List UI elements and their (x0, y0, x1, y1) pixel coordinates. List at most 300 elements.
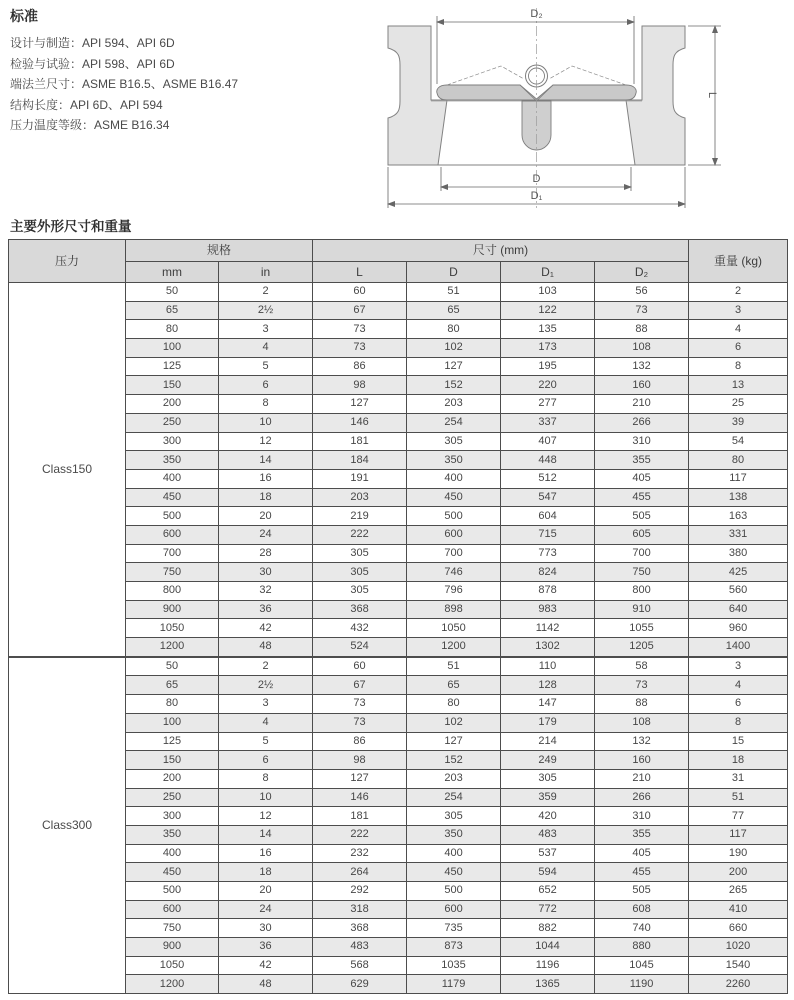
table-cell: 152 (407, 376, 501, 395)
table-row (9, 769, 788, 788)
table-cell: 640 (689, 600, 788, 619)
table-cell: 500 (126, 882, 219, 901)
table-cell: 1190 (595, 975, 689, 994)
table-cell: 18 (219, 863, 313, 882)
table-cell: 8 (689, 713, 788, 732)
table-cell: 56 (595, 283, 689, 302)
table-cell: 20 (219, 882, 313, 901)
table-cell: 191 (313, 469, 407, 488)
table-cell: 1035 (407, 956, 501, 975)
standards-item: 设计与制造：API 594、API 6D (10, 36, 175, 50)
table-cell: 6 (219, 376, 313, 395)
table-row (9, 320, 788, 339)
table-cell: 735 (407, 919, 501, 938)
table-cell: 4 (689, 676, 788, 695)
table-cell: 368 (313, 600, 407, 619)
table-cell: 50 (126, 283, 219, 302)
table-row (9, 713, 788, 732)
table-cell: 48 (219, 975, 313, 994)
table-row (9, 376, 788, 395)
table-cell: 547 (501, 488, 595, 507)
table-cell: 117 (689, 825, 788, 844)
table-cell: 405 (595, 469, 689, 488)
table-cell: 80 (126, 695, 219, 714)
table-cell: 594 (501, 863, 595, 882)
table-cell: 190 (689, 844, 788, 863)
table-row (9, 469, 788, 488)
table-cell: 266 (595, 788, 689, 807)
table-cell: 152 (407, 751, 501, 770)
table-row (9, 301, 788, 320)
table-cell: 455 (595, 863, 689, 882)
table-cell: 6 (689, 695, 788, 714)
table-cell: 127 (407, 357, 501, 376)
table-cell: 2½ (219, 676, 313, 695)
table-cell: 512 (501, 469, 595, 488)
table-cell: 24 (219, 900, 313, 919)
table-row (9, 919, 788, 938)
table-cell: 77 (689, 807, 788, 826)
table-cell: 65 (407, 301, 501, 320)
table-cell: 54 (689, 432, 788, 451)
table-row (9, 395, 788, 414)
table-cell: 108 (595, 713, 689, 732)
table-cell: 3 (689, 657, 788, 676)
table-row (9, 283, 788, 302)
header-D1: D₁ (501, 261, 595, 283)
table-cell: 882 (501, 919, 595, 938)
table-cell: 1200 (126, 975, 219, 994)
table-cell: 359 (501, 788, 595, 807)
table-cell: 249 (501, 751, 595, 770)
table-cell: 184 (313, 451, 407, 470)
table-cell: 350 (126, 451, 219, 470)
table-cell: 5 (219, 732, 313, 751)
table-cell: 117 (689, 469, 788, 488)
table-cell: 983 (501, 600, 595, 619)
table-cell: 1205 (595, 638, 689, 657)
table-cell: 604 (501, 507, 595, 526)
table-cell: 500 (126, 507, 219, 526)
table-cell: 1050 (407, 619, 501, 638)
table-cell: 14 (219, 825, 313, 844)
table-cell: 4 (219, 339, 313, 358)
table-cell: 98 (313, 751, 407, 770)
table-cell: 400 (407, 469, 501, 488)
table-cell: 331 (689, 525, 788, 544)
table-cell: 740 (595, 919, 689, 938)
table-cell: 60 (313, 283, 407, 302)
table-cell: 1050 (126, 619, 219, 638)
header-mm: mm (126, 261, 219, 283)
table-cell: 73 (313, 713, 407, 732)
table-cell: 746 (407, 563, 501, 582)
table-cell: 73 (313, 339, 407, 358)
table-cell: 400 (407, 844, 501, 863)
table-cell: 910 (595, 600, 689, 619)
table-cell: 150 (126, 376, 219, 395)
table-cell: 800 (595, 582, 689, 601)
table-cell: 600 (126, 525, 219, 544)
table-cell: 300 (126, 432, 219, 451)
table-cell: 355 (595, 825, 689, 844)
table-cell: 773 (501, 544, 595, 563)
table-cell: 350 (407, 825, 501, 844)
table-cell: 80 (126, 320, 219, 339)
table-cell: 173 (501, 339, 595, 358)
table-cell: 102 (407, 339, 501, 358)
header-D2: D₂ (595, 261, 689, 283)
table-cell: 608 (595, 900, 689, 919)
table-cell: 51 (689, 788, 788, 807)
header-weight: 重量 (kg) (689, 240, 788, 283)
table-cell: 878 (501, 582, 595, 601)
table-cell: 132 (595, 357, 689, 376)
table-cell: 1045 (595, 956, 689, 975)
pressure-class-label: Class300 (9, 657, 126, 994)
table-cell: 203 (313, 488, 407, 507)
table-cell: 8 (219, 395, 313, 414)
table-cell: 102 (407, 713, 501, 732)
table-cell: 10 (219, 413, 313, 432)
table-cell: 80 (689, 451, 788, 470)
table-cell: 600 (126, 900, 219, 919)
table-cell: 200 (126, 769, 219, 788)
table-cell: 2 (689, 283, 788, 302)
table-cell: 20 (219, 507, 313, 526)
table-cell: 750 (126, 919, 219, 938)
table-row (9, 695, 788, 714)
table-cell: 65 (126, 301, 219, 320)
table-row (9, 357, 788, 376)
standards-item: 压力温度等级：ASME B16.34 (10, 118, 170, 132)
table-cell: 3 (689, 301, 788, 320)
table-cell: 1142 (501, 619, 595, 638)
standards-item: 结构长度：API 6D、API 594 (10, 97, 163, 112)
table-cell: 30 (219, 919, 313, 938)
table-cell: 222 (313, 525, 407, 544)
table-cell: 100 (126, 339, 219, 358)
table-cell: 305 (313, 563, 407, 582)
table-cell: 483 (501, 825, 595, 844)
table-cell: 2 (219, 657, 313, 676)
table-row (9, 657, 788, 676)
table-cell: 420 (501, 807, 595, 826)
table-cell: 1196 (501, 956, 595, 975)
dimensions-table (8, 239, 788, 994)
table-cell: 6 (689, 339, 788, 358)
table-row (9, 882, 788, 901)
table-cell: 254 (407, 788, 501, 807)
table-row (9, 507, 788, 526)
table-cell: 250 (126, 413, 219, 432)
table-cell: 292 (313, 882, 407, 901)
table-row (9, 432, 788, 451)
header-size: 尺寸 (mm) (313, 240, 689, 262)
table-cell: 254 (407, 413, 501, 432)
table-cell: 500 (407, 882, 501, 901)
table-cell: 110 (501, 657, 595, 676)
table-cell: 1020 (689, 938, 788, 957)
table-cell: 60 (313, 657, 407, 676)
table-cell: 25 (689, 395, 788, 414)
table-cell: 32 (219, 582, 313, 601)
table-cell: 36 (219, 938, 313, 957)
table-cell: 450 (407, 863, 501, 882)
table-cell: 568 (313, 956, 407, 975)
table-cell: 18 (219, 488, 313, 507)
table-cell: 203 (407, 769, 501, 788)
table-cell: 28 (219, 544, 313, 563)
table-row (9, 619, 788, 638)
dim-label-d2: D₂ (530, 8, 543, 20)
table-cell: 73 (313, 320, 407, 339)
table-cell: 163 (689, 507, 788, 526)
table-cell: 160 (595, 376, 689, 395)
table-cell: 10 (219, 788, 313, 807)
table-cell: 122 (501, 301, 595, 320)
table-row (9, 956, 788, 975)
table-cell: 265 (689, 882, 788, 901)
table-cell: 873 (407, 938, 501, 957)
table-cell: 125 (126, 357, 219, 376)
table-cell: 355 (595, 451, 689, 470)
table-cell: 30 (219, 563, 313, 582)
table-cell: 2 (219, 283, 313, 302)
table-cell: 3 (219, 695, 313, 714)
table-row (9, 525, 788, 544)
table-row (9, 788, 788, 807)
table-cell: 80 (407, 695, 501, 714)
table-cell: 200 (126, 395, 219, 414)
table-cell: 410 (689, 900, 788, 919)
table-cell: 537 (501, 844, 595, 863)
table-cell: 127 (313, 395, 407, 414)
table-row (9, 900, 788, 919)
table-cell: 500 (407, 507, 501, 526)
table-cell: 12 (219, 807, 313, 826)
table-cell: 67 (313, 301, 407, 320)
table-cell: 42 (219, 619, 313, 638)
table-cell: 80 (407, 320, 501, 339)
table-cell: 700 (407, 544, 501, 563)
table-row (9, 451, 788, 470)
table-cell: 18 (689, 751, 788, 770)
table-cell: 135 (501, 320, 595, 339)
table-cell: 305 (407, 432, 501, 451)
table-cell: 310 (595, 807, 689, 826)
table-cell: 300 (126, 807, 219, 826)
table-row (9, 413, 788, 432)
table-cell: 67 (313, 676, 407, 695)
table-cell: 1400 (689, 638, 788, 657)
table-cell: 483 (313, 938, 407, 957)
table-row (9, 544, 788, 563)
table-cell: 147 (501, 695, 595, 714)
table-cell: 2260 (689, 975, 788, 994)
table-cell: 1179 (407, 975, 501, 994)
table-cell: 824 (501, 563, 595, 582)
table-cell: 98 (313, 376, 407, 395)
table-cell: 39 (689, 413, 788, 432)
table-cell: 524 (313, 638, 407, 657)
table-cell: 210 (595, 395, 689, 414)
header-spec: 规格 (126, 240, 313, 262)
table-cell: 455 (595, 488, 689, 507)
table-cell: 51 (407, 657, 501, 676)
table-cell: 86 (313, 357, 407, 376)
table-cell: 425 (689, 563, 788, 582)
table-cell: 318 (313, 900, 407, 919)
table-cell: 15 (689, 732, 788, 751)
table-cell: 181 (313, 432, 407, 451)
table-cell: 700 (595, 544, 689, 563)
table-cell: 128 (501, 676, 595, 695)
table-row (9, 807, 788, 826)
dim-label-d1: D₁ (530, 190, 543, 202)
table-cell: 898 (407, 600, 501, 619)
table-cell: 4 (689, 320, 788, 339)
table-cell: 132 (595, 732, 689, 751)
standards-block (10, 6, 380, 136)
table-row (9, 676, 788, 695)
table-cell: 160 (595, 751, 689, 770)
table-cell: 146 (313, 413, 407, 432)
table-row (9, 563, 788, 582)
table-row (9, 863, 788, 882)
table-cell: 12 (219, 432, 313, 451)
table-cell: 50 (126, 657, 219, 676)
table-cell: 310 (595, 432, 689, 451)
table-cell: 103 (501, 283, 595, 302)
table-cell: 560 (689, 582, 788, 601)
table-cell: 305 (313, 582, 407, 601)
table-cell: 31 (689, 769, 788, 788)
table-cell: 24 (219, 525, 313, 544)
dim-label-d: D (532, 173, 541, 185)
table-cell: 13 (689, 376, 788, 395)
table-cell: 146 (313, 788, 407, 807)
table-cell: 264 (313, 863, 407, 882)
table-cell: 179 (501, 713, 595, 732)
table-header (9, 240, 788, 283)
table-row (9, 488, 788, 507)
table-cell: 600 (407, 525, 501, 544)
table-cell: 605 (595, 525, 689, 544)
table-cell: 1540 (689, 956, 788, 975)
table-cell: 600 (407, 900, 501, 919)
table-cell: 222 (313, 825, 407, 844)
header-pressure: 压力 (9, 240, 126, 283)
table-cell: 4 (219, 713, 313, 732)
table-cell: 266 (595, 413, 689, 432)
table-cell: 2½ (219, 301, 313, 320)
table-cell: 700 (126, 544, 219, 563)
table-cell: 6 (219, 751, 313, 770)
table-row (9, 732, 788, 751)
table-cell: 432 (313, 619, 407, 638)
table-cell: 350 (126, 825, 219, 844)
standards-title: 标准 (10, 8, 38, 24)
table-cell: 1055 (595, 619, 689, 638)
table-cell: 800 (126, 582, 219, 601)
table-cell: 960 (689, 619, 788, 638)
table-cell: 305 (407, 807, 501, 826)
table-cell: 181 (313, 807, 407, 826)
table-cell: 450 (126, 488, 219, 507)
table-cell: 73 (595, 301, 689, 320)
table-cell: 796 (407, 582, 501, 601)
valve-section-drawing (383, 2, 729, 214)
table-cell: 750 (126, 563, 219, 582)
table-cell: 1050 (126, 956, 219, 975)
table-cell: 900 (126, 938, 219, 957)
table-cell: 16 (219, 844, 313, 863)
table-cell: 8 (689, 357, 788, 376)
pressure-class-label: Class150 (9, 283, 126, 657)
table-cell: 305 (313, 544, 407, 563)
table-row (9, 825, 788, 844)
table-cell: 220 (501, 376, 595, 395)
table-cell: 652 (501, 882, 595, 901)
table-cell: 88 (595, 695, 689, 714)
table-cell: 450 (407, 488, 501, 507)
table-cell: 150 (126, 751, 219, 770)
table-cell: 100 (126, 713, 219, 732)
table-cell: 900 (126, 600, 219, 619)
table-cell: 3 (219, 320, 313, 339)
table-title: 主要外形尺寸和重量 (10, 219, 132, 234)
standards-item: 端法兰尺寸：ASME B16.5、ASME B16.47 (10, 77, 239, 91)
table-cell: 108 (595, 339, 689, 358)
table-cell: 86 (313, 732, 407, 751)
table-cell: 42 (219, 956, 313, 975)
table-cell: 380 (689, 544, 788, 563)
table-cell: 750 (595, 563, 689, 582)
table-cell: 337 (501, 413, 595, 432)
table-cell: 36 (219, 600, 313, 619)
table-cell: 138 (689, 488, 788, 507)
table-row (9, 582, 788, 601)
table-cell: 232 (313, 844, 407, 863)
table-body (9, 283, 788, 994)
table-cell: 368 (313, 919, 407, 938)
table-row (9, 844, 788, 863)
table-cell: 203 (407, 395, 501, 414)
table-cell: 1200 (407, 638, 501, 657)
table-cell: 405 (595, 844, 689, 863)
table-cell: 73 (313, 695, 407, 714)
table-row (9, 638, 788, 657)
header-D: D (407, 261, 501, 283)
table-cell: 250 (126, 788, 219, 807)
table-cell: 772 (501, 900, 595, 919)
table-row (9, 339, 788, 358)
table-cell: 65 (407, 676, 501, 695)
table-cell: 51 (407, 283, 501, 302)
table-cell: 1200 (126, 638, 219, 657)
table-row (9, 751, 788, 770)
table-cell: 505 (595, 507, 689, 526)
table-cell: 73 (595, 676, 689, 695)
header-in: in (219, 261, 313, 283)
table-row (9, 938, 788, 957)
table-cell: 1044 (501, 938, 595, 957)
table-cell: 505 (595, 882, 689, 901)
table-cell: 88 (595, 320, 689, 339)
table-cell: 127 (407, 732, 501, 751)
dim-label-l: L (706, 91, 718, 99)
